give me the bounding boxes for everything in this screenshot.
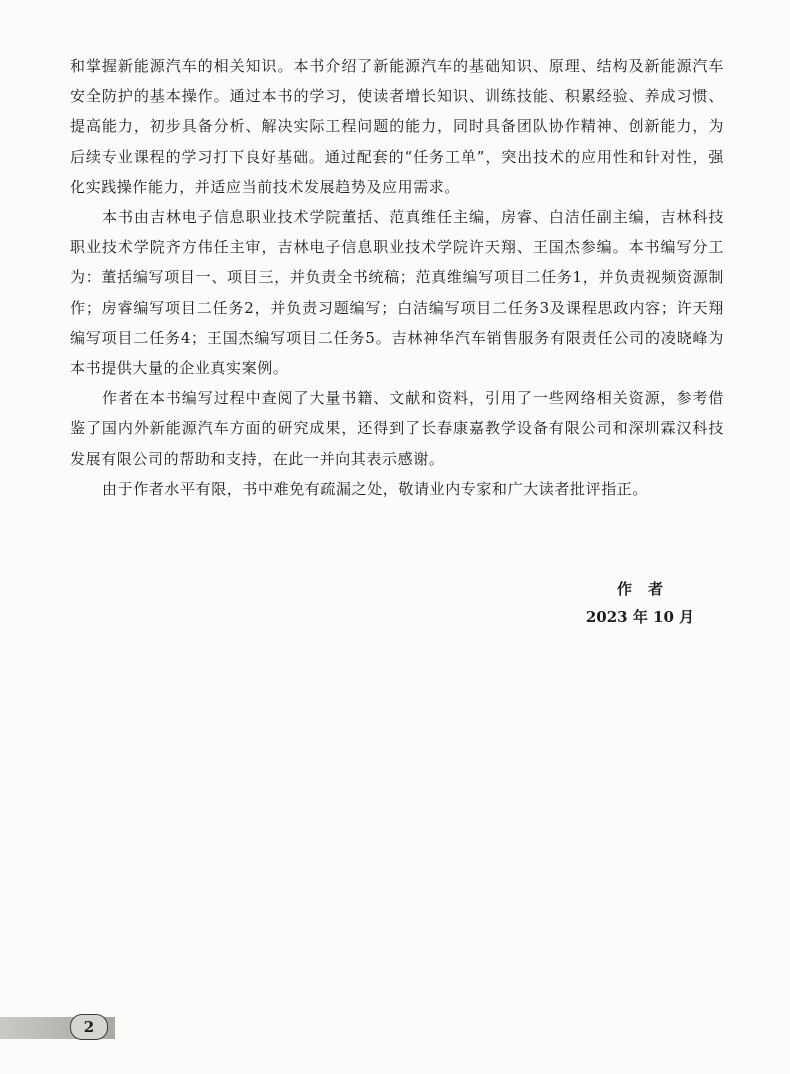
paragraph-disclaimer: 由于作者水平有限，书中难免有疏漏之处，敬请业内专家和广大读者批评指正。	[102, 479, 649, 498]
preface-body	[70, 51, 724, 504]
signature-date: 2023 年 10 月	[585, 608, 695, 626]
paragraph-intro-continued: 和掌握新能源汽车的相关知识。本书介绍了新能源汽车的基础知识、原理、结构及新能源汽车安全防护的基本操作。通过本书的学习，使读者增长知识、训练技能、积累经验、养成习惯、提高能力，初步具备分析、解决实际工程问题的能力，同时具备团队协作精神、创新能力，为后续专业课程的学习打下良好基础。通过配套的“任务工单”，突出技术的应用性和针对性，强化实践操作能力，并适应当前技术发展趋势及应用需求。	[70, 57, 724, 196]
paragraph-acknowledgements: 作者在本书编写过程中查阅了大量书籍、文献和资料，引用了一些网络相关资源，参考借鉴了国内外新能源汽车方面的研究成果，还得到了长春康嘉教学设备有限公司和深圳霖汉科技发展有限公司的帮助和支持，在此一并向其表示感谢。	[70, 389, 724, 468]
signature-block	[560, 575, 720, 631]
paragraph-authors: 本书由吉林电子信息职业技术学院董括、范真维任主编，房睿、白洁任副主编，吉林科技职业技术学院齐方伟任主审，吉林电子信息职业技术学院许天翔、王国杰参编。本书编写分工为：董括编写项目一、项目三，并负责全书统稿；范真维编写项目二任务1，并负责视频资源制作；房睿编写项目二任务2，并负责习题编写；白洁编写项目二任务3及课程思政内容；许天翔编写项目二任务4；王国杰编写项目二任务5。吉林神华汽车销售服务有限责任公司的凌晓峰为本书提供大量的企业真实案例。	[70, 208, 724, 378]
signature-author: 作者	[616, 580, 679, 598]
page-number-badge: 2	[70, 1014, 108, 1040]
